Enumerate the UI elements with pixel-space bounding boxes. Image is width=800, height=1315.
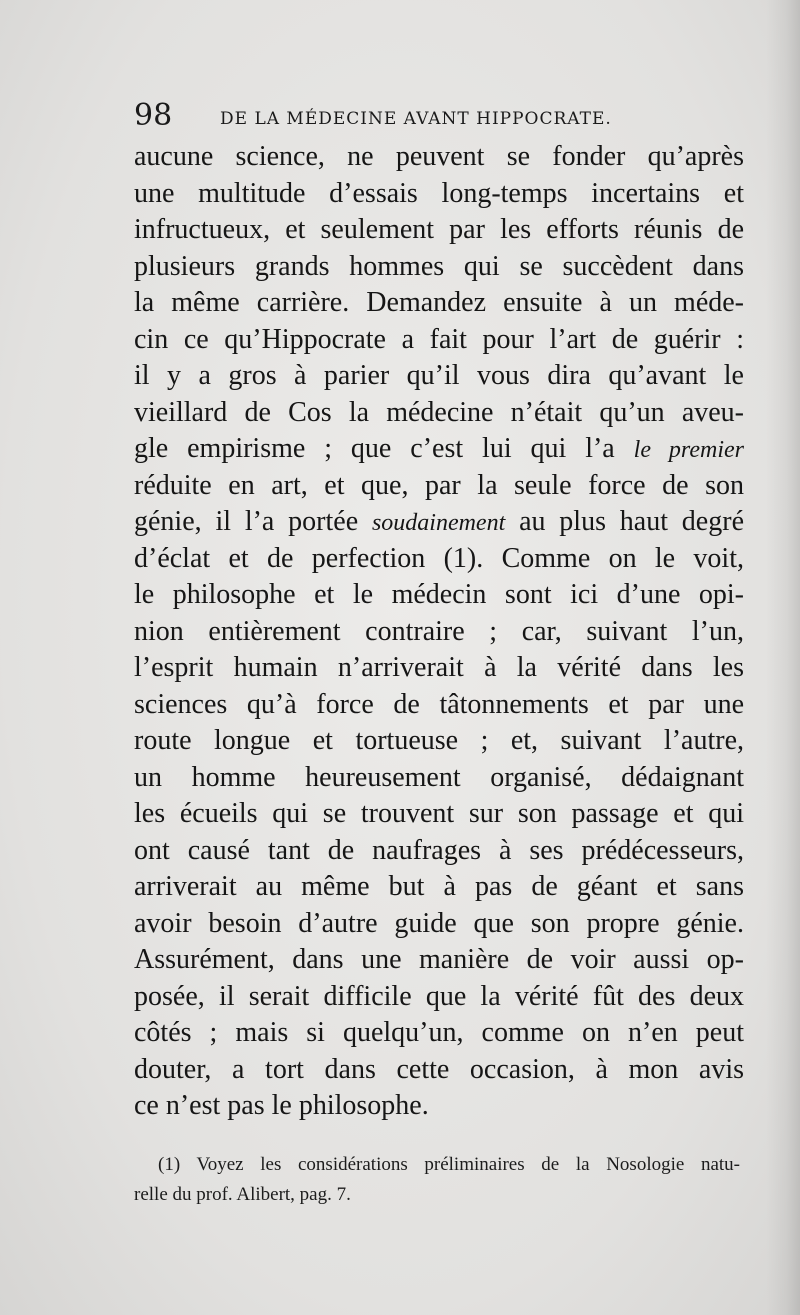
italic-phrase: le premier <box>633 437 745 463</box>
text-line: les écueils qui se trouvent sur son passage et qui <box>134 798 744 829</box>
text-line: arriverait au même but à pas de géant et sans <box>134 871 744 902</box>
text-line: douter, a tort dans cette occasion, à mon avis <box>134 1053 744 1085</box>
text-line <box>134 504 744 541</box>
text-line: aucune science, ne peuvent se fonder qu’après <box>134 141 744 172</box>
body-text <box>134 139 744 1125</box>
text-line: le philosophe et le médecin sont ici d’une opi- <box>134 579 744 610</box>
text-line: côtés ; mais si quelqu’un, comme on n’en peut <box>134 1017 744 1048</box>
footnote <box>134 1150 740 1210</box>
text-line: ont causé tant de naufrages à ses prédécesseurs, <box>134 834 744 866</box>
text-line: ce n’est pas le philosophe. <box>134 1090 429 1121</box>
footnote-line: relle du prof. Alibert, pag. 7. <box>134 1184 351 1205</box>
text-line: l’esprit humain n’arriverait à la vérité dans les <box>134 652 744 683</box>
italic-phrase: soudainement <box>371 510 506 536</box>
text-line: il y a gros à parier qu’il vous dira qu’avant le <box>134 360 744 391</box>
text-line: route longue et tortueuse ; et, suivant l’autre, <box>134 725 744 756</box>
text-line: d’éclat et de perfection (1). Comme on le voit, <box>134 542 744 574</box>
page-header <box>134 98 774 138</box>
text-line: la même carrière. Demandez ensuite à un méde- <box>134 287 744 318</box>
footnote-line: (1) Voyez les considérations préliminaires de la Nosologie natu- <box>158 1154 740 1175</box>
text-line: posée, il serait difficile que la vérité fût des deux <box>134 980 744 1012</box>
text-line: cin ce qu’Hippocrate a fait pour l’art de guérir : <box>134 323 744 355</box>
text-line: avoir besoin d’autre guide que son propre génie. <box>134 907 744 939</box>
running-title: DE LA MÉDECINE AVANT HIPPOCRATE. <box>220 109 612 129</box>
text-line: un homme heureusement organisé, dédaignant <box>134 761 744 793</box>
text-line: réduite en art, et que, par la seule force de son <box>134 469 744 501</box>
text-line <box>134 431 744 468</box>
text-line: Assurément, dans une manière de voir aussi op- <box>134 944 744 975</box>
page-number: 98 <box>134 98 173 133</box>
text-line: sciences qu’à force de tâtonnements et par une <box>134 688 744 720</box>
text-line: une multitude d’essais long-temps incertains et <box>134 177 744 209</box>
text-run: au plus haut degré <box>519 506 744 537</box>
page-gutter-shadow <box>766 0 800 1315</box>
text-line: nion entièrement contraire ; car, suivant l’un, <box>134 615 744 647</box>
text-line: vieillard de Cos la médecine n’était qu’un aveu- <box>134 396 744 428</box>
text-line: infructueux, et seulement par les efforts réunis de <box>134 214 744 245</box>
text-run: gle empirisme ; que c’est lui qui l’a <box>134 433 615 464</box>
text-line: plusieurs grands hommes qui se succèdent dans <box>134 250 744 282</box>
text-run: génie, il l’a portée <box>134 506 359 537</box>
